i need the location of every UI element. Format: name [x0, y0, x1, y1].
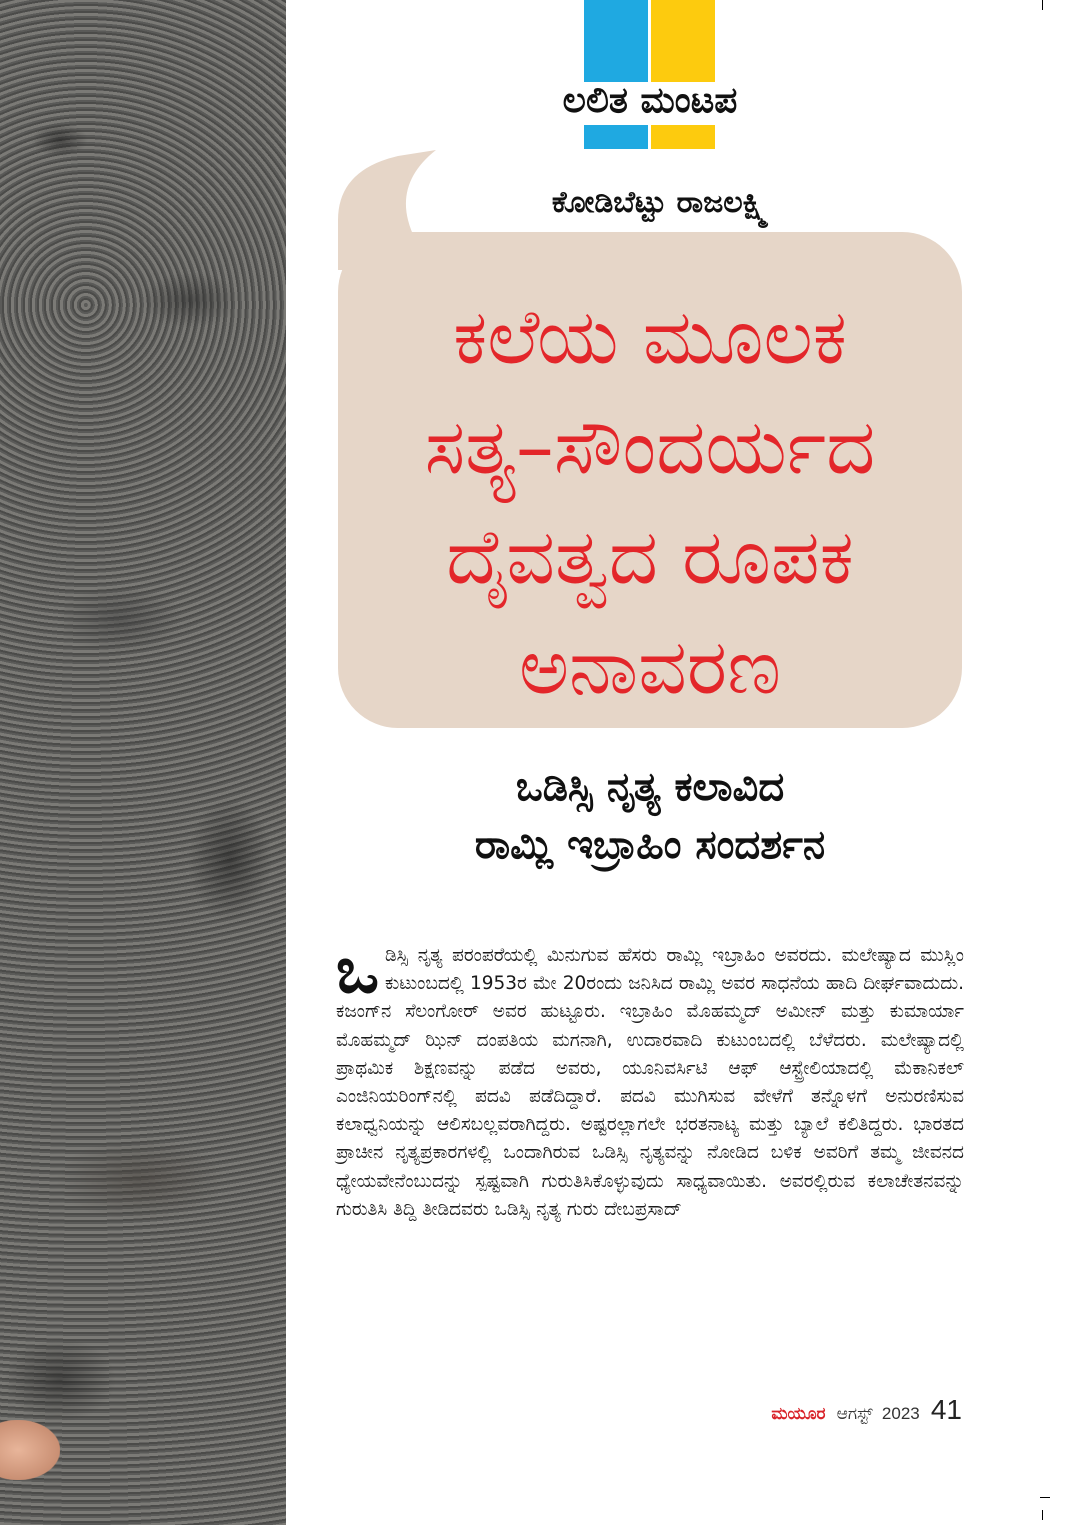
crop-mark — [1042, 1510, 1043, 1520]
article-body — [336, 934, 964, 1224]
magazine-name: ಮಯೂರ — [771, 1404, 826, 1424]
subheading-line: ಒಡಿಸ್ಸಿ ನೃತ್ಯ ಕಲಾವಿದ — [515, 764, 785, 810]
section-label: ಲಲಿತ ಮಂಟಪ — [562, 80, 738, 121]
drop-cap: ಒ — [336, 934, 380, 1008]
badge-blue-block — [584, 125, 648, 149]
crop-mark — [1042, 0, 1043, 10]
headline-line: ಸತ್ಯ–ಸೌಂದರ್ಯದ — [424, 402, 876, 491]
headline — [338, 282, 962, 722]
body-paragraph: ಡಿಸ್ಸಿ ನೃತ್ಯ ಪರಂಪರೆಯಲ್ಲಿ ಮಿನುಗುವ ಹೆಸರು ರಾಮ್ಲಿ ಇಬ್ರಾಹಿಂ ಅವರದು. ಮಲೇಷ್ಯಾದ ಮುಸ್ಲಿಂ ಕುಟುಂಬದಲ್ಲಿ 1953ರ ಮೇ 20ರಂದು ಜನಿಸಿದ ರಾಮ್ಲಿ ಅವರ ಸಾಧನೆಯ ಹಾದಿ ದೀರ್ಘವಾದುದು. ಕಜಂಗ್‌ನ ಸೆಲಂಗೋರ್ ಅವರ ಹುಟ್ಟೂರು. ಇಬ್ರಾಹಿಂ ಮೊಹಮ್ಮದ್ ಅಮೀನ್ ಮತ್ತು ಕುಮಾರ್ಯಾ ಮೊಹಮ್ಮದ್ ಝಿನ್ ದಂಪತಿಯ ಮಗನಾಗಿ, ಉದಾರವಾದಿ ಕುಟುಂಬದಲ್ಲಿ ಬೆಳೆದರು. ಮಲೇಷ್ಯಾದಲ್ಲಿ ಪ್ರಾಥಮಿಕ ಶಿಕ್ಷಣವನ್ನು ಪಡೆದ ಅವರು, ಯೂನಿವರ್ಸಿಟಿ ಆಫ್ ಆಸ್ಟ್ರೇಲಿಯಾದಲ್ಲಿ ಮೆಕಾನಿಕಲ್ ಎಂಜಿನಿಯರಿಂಗ್‌ನಲ್ಲಿ ಪದವಿ ಪಡೆದಿದ್ದಾರೆ. ಪದವಿ ಮುಗಿಸುವ ವೇಳೆಗೆ ತನ್ನೊಳಗೆ ಅನುರಣಿಸುವ ಕಲಾಧ್ವನಿಯನ್ನು ಆಲಿಸಬಲ್ಲವರಾಗಿದ್ದರು. ಅಷ್ಟರಲ್ಲಾಗಲೇ ಭರತನಾಟ್ಯ ಮತ್ತು ಬ್ಯಾಲೆ ಕಲಿತಿದ್ದರು. ಭಾರತದ ಪ್ರಾಚೀನ ನೃತ್ಯಪ್ರಕಾರಗಳಲ್ಲಿ ಒಂದಾಗಿರುವ ಒಡಿಸ್ಸಿ ನೃತ್ಯವನ್ನು ನೋಡಿದ ಬಳಿಕ ಅವರಿಗೆ ತಮ್ಮ ಜೀವನದ ಧ್ಯೇಯವೇನೆಂಬುದನ್ನು ಸ್ಪಷ್ಟವಾಗಿ ಗುರುತಿಸಿಕೊಳ್ಳುವುದು ಸಾಧ್ಯವಾಯಿತು. ಅವರಲ್ಲಿರುವ ಕಲಾಚೇತನವನ್ನು ಗುರುತಿಸಿ ತಿದ್ದಿ ತೀಡಿದವರು ಒಡಿಸ್ಸಿ ನೃತ್ಯ ಗುರು ದೇಬಪ್ರಸಾದ್ — [336, 945, 964, 1220]
headline-line: ದೈವತ್ವದ ರೂಪಕ — [446, 512, 854, 601]
badge-yellow-block — [651, 0, 715, 82]
crop-mark — [1040, 1497, 1050, 1498]
issue-month: ಆಗಸ್ಟ್ — [836, 1404, 873, 1424]
section-badge-bottom — [584, 125, 715, 149]
badge-blue-block — [584, 0, 648, 82]
rock-sculpture-photo — [0, 0, 286, 1525]
issue-year: 2023 — [881, 1404, 920, 1423]
badge-yellow-block — [651, 125, 715, 149]
section-badge-top — [584, 0, 715, 82]
hand-detail — [0, 1420, 60, 1480]
subheading — [338, 758, 962, 874]
headline-line: ಅನಾವರಣ — [518, 622, 782, 711]
subheading-line: ರಾಮ್ಲಿ ಇಬ್ರಾಹಿಂ ಸಂದರ್ಶನ — [474, 822, 826, 868]
page-footer — [700, 1394, 962, 1426]
author-byline: ಕೋಡಿಬೆಟ್ಟು ರಾಜಲಕ್ಷ್ಮಿ — [551, 185, 769, 220]
page-number: 41 — [930, 1394, 962, 1425]
headline-line: ಕಲೆಯ ಮೂಲಕ — [453, 292, 847, 381]
